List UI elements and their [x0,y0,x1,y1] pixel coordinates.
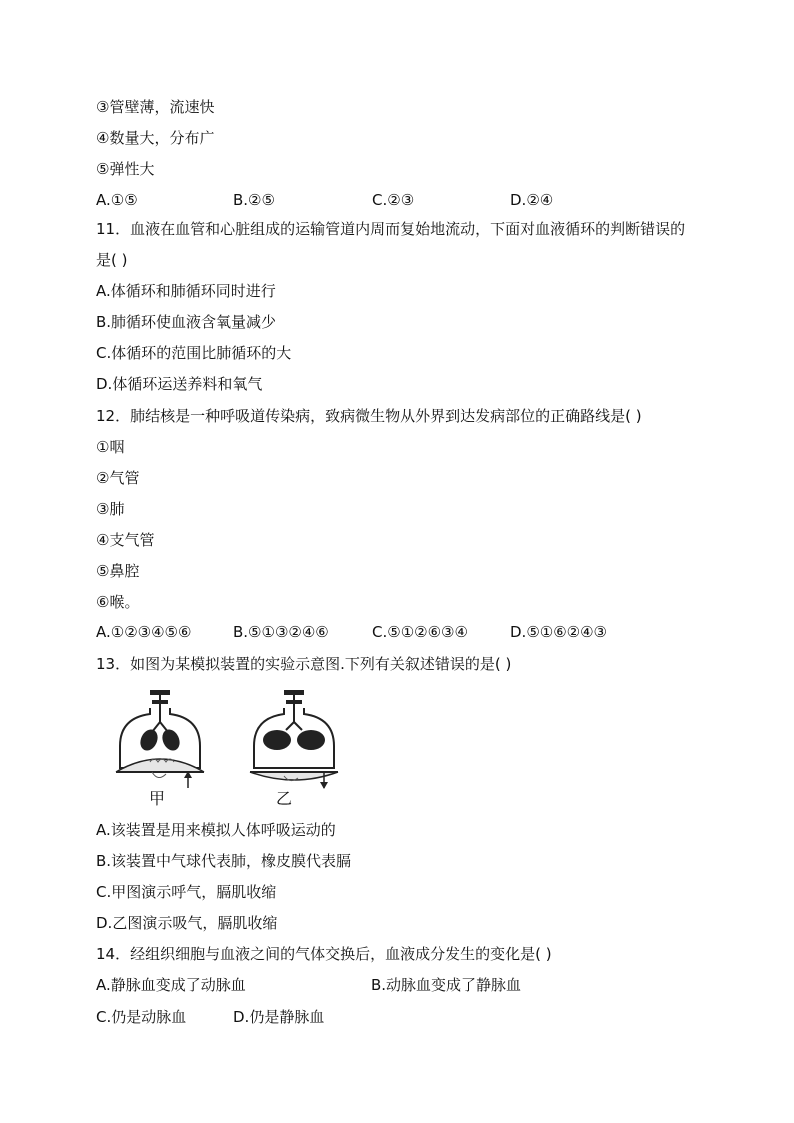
q12-item-6: ⑥喉。 [96,593,140,611]
q10-option-d[interactable]: D.②④ [510,191,554,209]
q14-option-d[interactable]: D.仍是静脉血 [233,1008,325,1026]
q11-option-b[interactable]: B.肺循环使血液含氧量减少 [96,313,277,331]
q12-option-c[interactable]: C.⑤①②⑥③④ [372,623,468,641]
q14-option-c[interactable]: C.仍是动脉血 [96,1008,187,1026]
q12-option-b[interactable]: B.⑤①③②④⑥ [233,623,329,641]
q10-option-b[interactable]: B.②⑤ [233,191,275,209]
q11-option-d[interactable]: D.体循环运送养料和氧气 [96,375,263,393]
q12-option-d[interactable]: D.⑤①⑥②④③ [510,623,608,641]
q14-stem: 14．经组织细胞与血液之间的气体交换后，血液成分发生的变化是( ) [96,945,552,963]
q10-item-5: ⑤弹性大 [96,160,155,178]
q10-option-c[interactable]: C.②③ [372,191,415,209]
q12-item-2: ②气管 [96,469,140,487]
figure-label-jia: 甲 [149,789,166,808]
q13-option-b[interactable]: B.该装置中气球代表肺，橡皮膜代表膈 [96,852,352,870]
q14-option-a[interactable]: A.静脉血变成了动脉血 [96,976,246,994]
q11-option-c[interactable]: C.体循环的范围比肺循环的大 [96,344,292,362]
q10-item-3: ③管壁薄，流速快 [96,98,215,116]
breathing-model-figure [112,688,342,810]
figure-label-yi: 乙 [276,789,293,808]
q12-item-4: ④支气管 [96,531,155,549]
q13-option-d[interactable]: D.乙图演示吸气，膈肌收缩 [96,914,278,932]
q11-stem: 11．血液在血管和心脏组成的运输管道内周而复始地流动，下面对血液循环的判断错误的是( ) [96,220,686,269]
q13-option-c[interactable]: C.甲图演示呼气，膈肌收缩 [96,883,277,901]
q14-option-b[interactable]: B.动脉血变成了静脉血 [371,976,522,994]
q12-item-1: ①咽 [96,438,125,456]
q13-stem: 13．如图为某模拟装置的实验示意图.下列有关叙述错误的是( ) [96,655,512,673]
q12-option-a[interactable]: A.①②③④⑤⑥ [96,623,192,641]
jar-yi [250,690,338,789]
q12-item-5: ⑤鼻腔 [96,562,140,580]
q13-option-a[interactable]: A.该装置是用来模拟人体呼吸运动的 [96,821,336,839]
jar-jia [116,690,204,788]
q10-item-4: ④数量大，分布广 [96,129,215,147]
q10-option-a[interactable]: A.①⑤ [96,191,138,209]
q12-stem: 12．肺结核是一种呼吸道传染病，致病微生物从外界到达发病部位的正确路线是( ) [96,407,642,425]
bell-jar-illustration [112,688,342,810]
q12-item-3: ③肺 [96,500,125,518]
q11-option-a[interactable]: A.体循环和肺循环同时进行 [96,282,276,300]
